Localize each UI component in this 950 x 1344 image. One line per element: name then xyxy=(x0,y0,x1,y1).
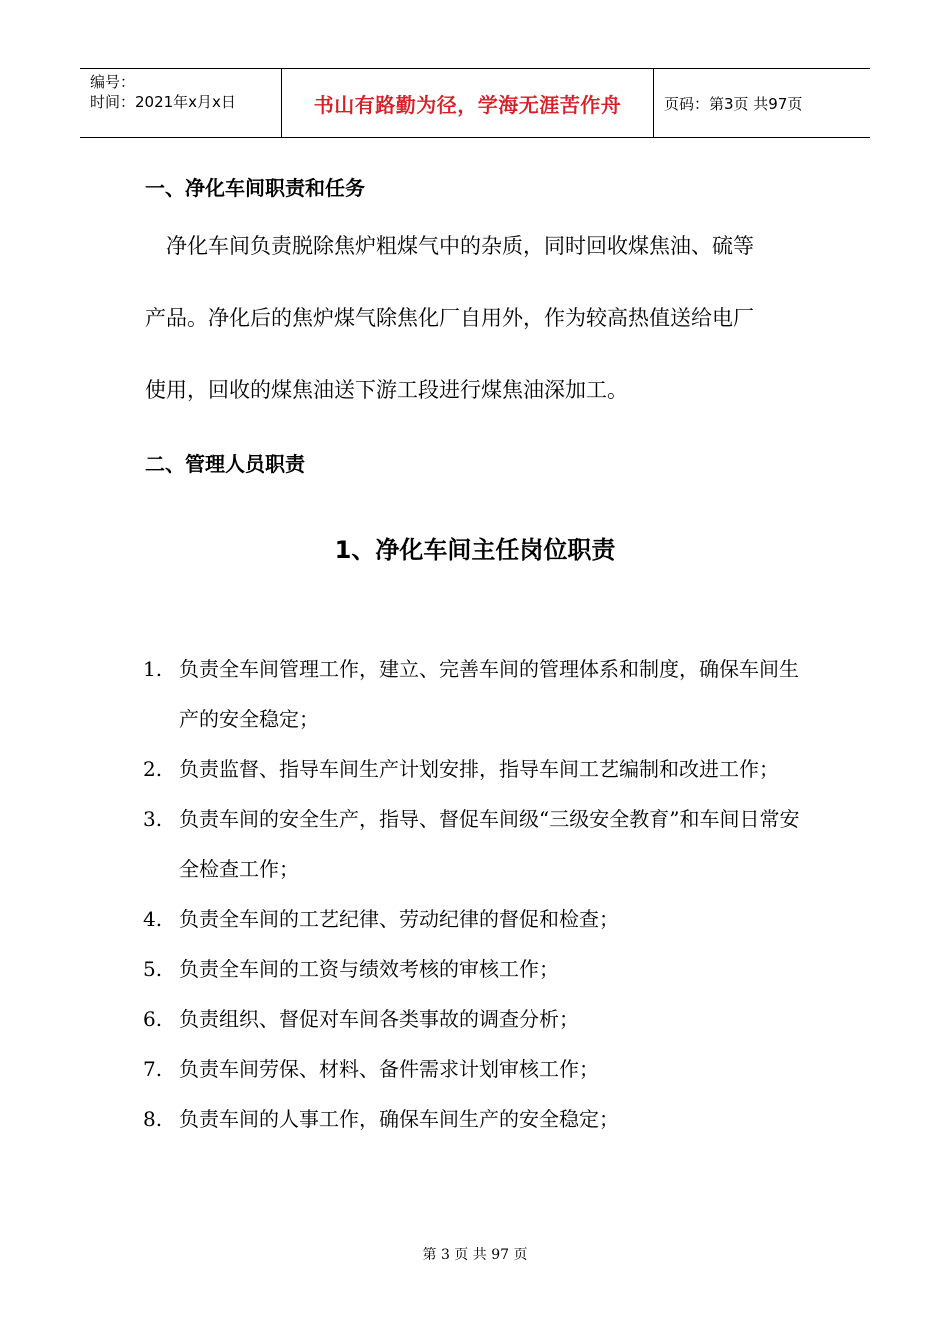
list-item xyxy=(143,744,813,794)
item-number: 7. xyxy=(143,1057,163,1081)
header-meta xyxy=(80,69,282,137)
item-text: 负责全车间的工艺纪律、劳动纪律的督促和检查； xyxy=(179,907,619,931)
item-number: 3. xyxy=(143,807,163,831)
item-text: 负责监督、指导车间生产计划安排，指导车间工艺编制和改进工作； xyxy=(179,757,779,781)
item-text: 负责组织、督促对车间各类事故的调查分析； xyxy=(179,1007,579,1031)
item-number: 6. xyxy=(143,1007,163,1031)
page-footer: 第 3 页 共 97 页 xyxy=(422,1247,528,1263)
paragraph-line: 产品。净化后的焦炉煤气除焦化厂自用外，作为较高热值送给电厂 xyxy=(145,306,754,330)
list-item xyxy=(143,994,813,1044)
paragraph-line: 净化车间负责脱除焦炉粗煤气中的杂质，同时回收煤焦油、硫等 xyxy=(145,234,754,258)
section1-heading: 一、净化车间职责和任务 xyxy=(145,176,365,200)
item-text: 负责车间的安全生产，指导、督促车间级“三级安全教育”和车间日常安全检查工作； xyxy=(179,807,800,881)
item-number: 8. xyxy=(143,1107,163,1131)
list-item xyxy=(143,644,813,744)
item-text: 负责全车间的工资与绩效考核的审核工作； xyxy=(179,957,559,981)
list-item xyxy=(143,1094,813,1144)
header-page-info: 页码：第3页 共97页 xyxy=(664,94,803,113)
page-header xyxy=(80,68,870,138)
item-number: 4. xyxy=(143,907,163,931)
duties-list xyxy=(143,644,813,1144)
number-label: 编号： xyxy=(90,73,136,91)
section2-heading: 二、管理人员职责 xyxy=(145,452,305,476)
list-item xyxy=(143,894,813,944)
item-text: 负责全车间管理工作，建立、完善车间的管理体系和制度，确保车间生产的安全稳定； xyxy=(179,657,799,731)
item-text: 负责车间的人事工作，确保车间生产的安全稳定； xyxy=(179,1107,619,1131)
list-item xyxy=(143,794,813,894)
list-item xyxy=(143,1044,813,1094)
time-label: 时间：2021年x月x日 xyxy=(90,93,236,111)
item-number: 5. xyxy=(143,957,163,981)
item-text: 负责车间劳保、材料、备件需求计划审核工作； xyxy=(179,1057,599,1081)
list-item xyxy=(143,944,813,994)
item-number: 1. xyxy=(143,657,163,681)
subsection-title: 1、净化车间主任岗位职责 xyxy=(334,536,616,564)
header-motto: 书山有路勤为径，学海无涯苦作舟 xyxy=(282,69,654,137)
item-number: 2. xyxy=(143,757,163,781)
paragraph-line: 使用，回收的煤焦油送下游工段进行煤焦油深加工。 xyxy=(145,378,628,402)
section1-paragraph xyxy=(145,210,810,426)
